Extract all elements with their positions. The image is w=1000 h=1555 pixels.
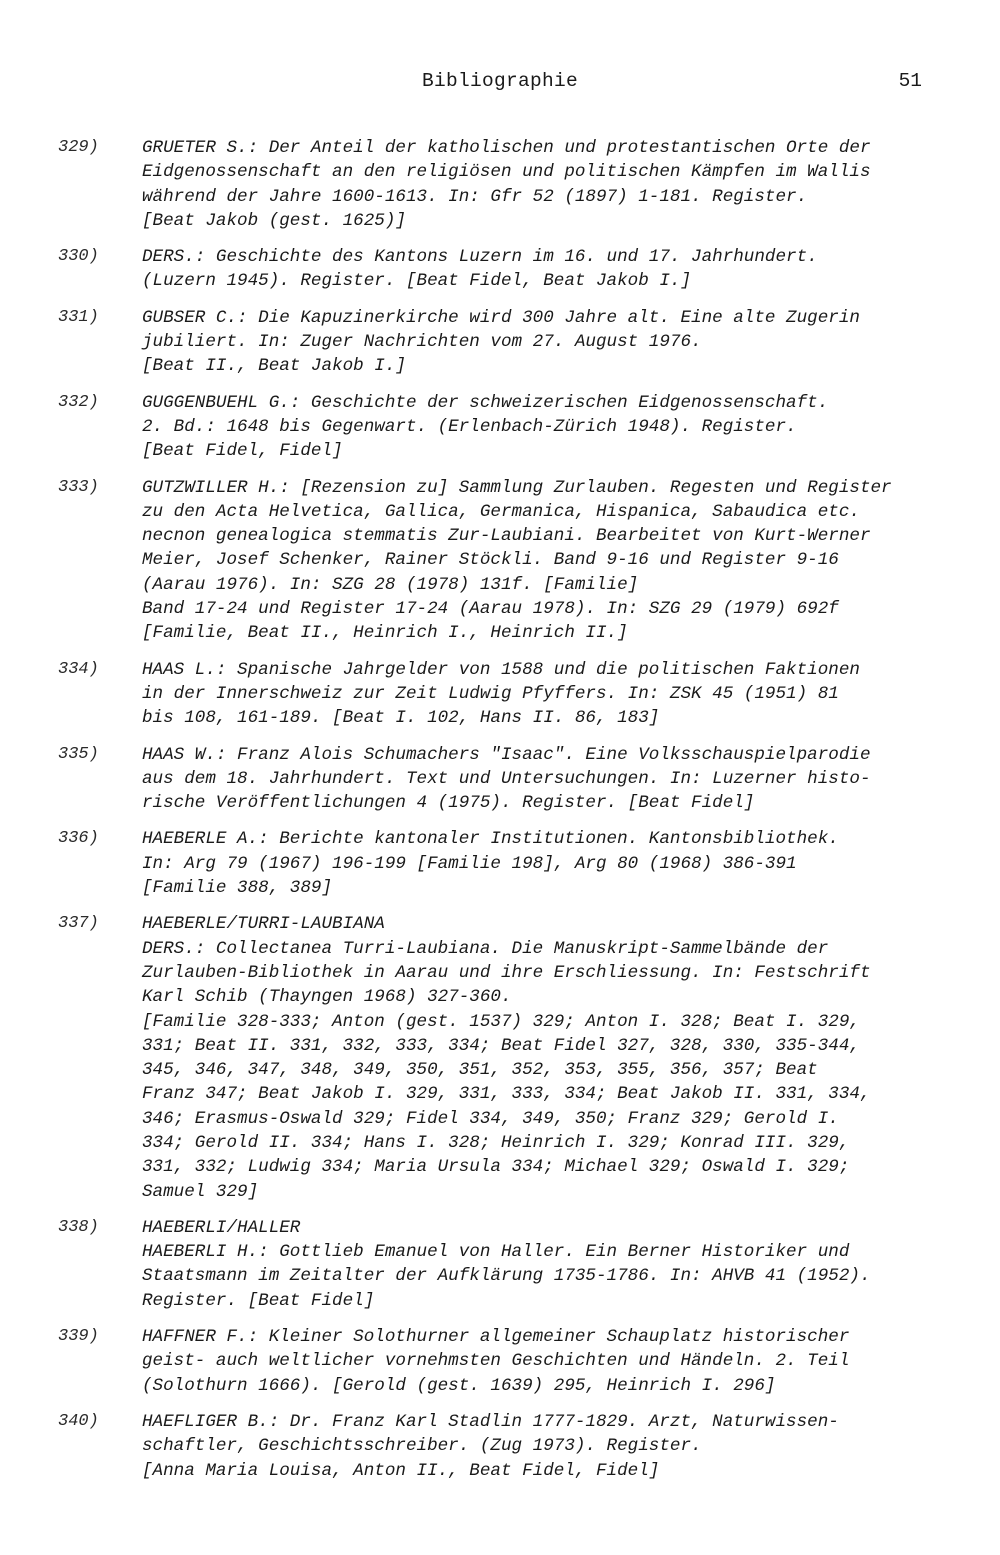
entry-line: während der Jahre 1600-1613. In: Gfr 52 (1897) 1-181. Register. [142, 186, 808, 207]
entry-line: (Luzern 1945). Register. [Beat Fidel, Beat Jakob I.] [142, 271, 692, 292]
entry-line: [Beat Fidel, Fidel] [142, 441, 343, 462]
entry-line: In: Arg 79 (1967) 196-199 [Familie 198], Arg 80 (1968) 386-391 [142, 853, 797, 874]
bibliography-entry [58, 306, 958, 379]
entry-line: GRUETER S.: Der Anteil der katholischen und protestantischen Orte der [142, 138, 871, 158]
entry-number: 334) [58, 659, 99, 679]
entry-line: GUTZWILLER H.: [Rezension zu] Sammlung Zurlauben. Regesten und Register [142, 477, 892, 498]
entry-line: jubiliert. In: Zuger Nachrichten vom 27. August 1976. [142, 332, 702, 353]
entry-line: geist- auch weltlicher vornehmsten Geschichten und Händeln. 2. Teil [142, 1351, 850, 1372]
bibliography-entry [58, 1216, 958, 1313]
bibliography-entry [58, 476, 958, 646]
entry-line: zu den Acta Helvetica, Gallica, Germanica, Hispanica, Sabaudica etc. [142, 501, 860, 522]
entry-line: HAFFNER F.: Kleiner Solothurner allgemeiner Schauplatz historischer [142, 1327, 850, 1348]
bibliography-entry [58, 245, 958, 294]
entry-line: Karl Schib (Thayngen 1968) 327-360. [142, 987, 512, 1008]
entry-number: 335) [58, 744, 99, 764]
bibliography-entry [58, 658, 958, 731]
entry-line: HAEBERLE A.: Berichte kantonaler Institutionen. Kantonsbibliothek. [142, 829, 839, 850]
entry-line: Franz 347; Beat Jakob I. 329, 331, 333, 334; Beat Jakob II. 331, 334, [142, 1084, 871, 1105]
entry-number: 337) [58, 914, 99, 934]
entry-number: 330) [58, 247, 99, 267]
entry-line: [Familie 388, 389] [142, 878, 333, 899]
entry-line: schaftler, Geschichtsschreiber. (Zug 1973). Register. [142, 1436, 702, 1457]
entry-line: HAEBERLI H.: Gottlieb Emanuel von Haller. Ein Berner Historiker und [142, 1242, 850, 1263]
entry-line: 331; Beat II. 331, 332, 333, 334; Beat Fidel 327, 328, 330, 335-344, [142, 1035, 860, 1056]
entry-number: 329) [58, 138, 99, 157]
bibliography-entry [58, 912, 958, 1204]
entry-line: 331, 332; Ludwig 334; Maria Ursula 334; Michael 329; Oswald I. 329; [142, 1157, 850, 1178]
bibliography-entry [58, 1410, 958, 1483]
entry-line: HAAS L.: Spanische Jahrgelder von 1588 und die politischen Faktionen [142, 659, 860, 680]
entry-number: 336) [58, 829, 99, 849]
bibliography-entry [58, 743, 958, 816]
entry-line: HAEFLIGER B.: Dr. Franz Karl Stadlin 1777-1829. Arzt, Naturwissen- [142, 1411, 839, 1432]
entry-line: [Familie 328-333; Anton (gest. 1537) 329; Anton I. 328; Beat I. 329, [142, 1011, 860, 1032]
entry-line: 346; Erasmus-Oswald 329; Fidel 334, 349, 350; Franz 329; Gerold I. [142, 1108, 839, 1129]
page-number: 51 [898, 70, 922, 92]
entry-line: in der Innerschweiz zur Zeit Ludwig Pfyffers. In: ZSK 45 (1951) 81 [142, 683, 839, 704]
entry-line: Eidgenossenschaft an den religiösen und politischen Kämpfen im Wallis [142, 162, 871, 183]
bibliography-entries [58, 136, 958, 1495]
bibliography-entry [58, 391, 958, 464]
entry-text [142, 1216, 958, 1313]
entry-line: DERS.: Collectanea Turri-Laubiana. Die Manuskript-Sammelbände der [142, 938, 829, 959]
entry-number: 338) [58, 1217, 99, 1237]
entry-text [142, 743, 958, 816]
entry-line: Band 17-24 und Register 17-24 (Aarau 1978). In: SZG 29 (1979) 692f [142, 599, 839, 620]
entry-line: Meier, Josef Schenker, Rainer Stöckli. Band 9-16 und Register 9-16 [142, 550, 839, 571]
entry-line: HAAS W.: Franz Alois Schumachers "Isaac". Eine Volksschauspielparodie [142, 744, 871, 765]
entry-text [142, 1325, 958, 1398]
entry-line: Zurlauben-Bibliothek in Aarau und ihre Erschliessung. In: Festschrift [142, 962, 871, 983]
entry-line: (Aarau 1976). In: SZG 28 (1978) 131f. [Familie] [142, 574, 639, 595]
entry-line: [Beat II., Beat Jakob I.] [142, 356, 406, 377]
entry-line: DERS.: Geschichte des Kantons Luzern im 16. und 17. Jahrhundert. [142, 247, 818, 268]
entry-text [142, 476, 958, 646]
entry-number: 333) [58, 477, 99, 497]
entry-line: aus dem 18. Jahrhundert. Text und Untersuchungen. In: Luzerner histo- [142, 768, 871, 789]
entry-line: 334; Gerold II. 334; Hans I. 328; Heinrich I. 329; Konrad III. 329, [142, 1132, 850, 1153]
entry-number: 339) [58, 1327, 99, 1347]
entry-number: 332) [58, 392, 99, 412]
entry-line: (Solothurn 1666). [Gerold (gest. 1639) 295, Heinrich I. 296] [142, 1375, 776, 1396]
entry-line: rische Veröffentlichungen 4 (1975). Register. [Beat Fidel] [142, 793, 755, 814]
entry-text [142, 1410, 958, 1483]
entry-line: GUBSER C.: Die Kapuzinerkirche wird 300 Jahre alt. Eine alte Zugerin [142, 307, 860, 328]
bibliography-entry [58, 1325, 958, 1398]
entry-line: HAEBERLE/TURRI-LAUBIANA [142, 914, 385, 935]
entry-line: bis 108, 161-189. [Beat I. 102, Hans II. 86, 183] [142, 708, 660, 729]
entry-line: Samuel 329] [142, 1181, 259, 1202]
entry-text [142, 391, 958, 464]
entry-text [142, 658, 958, 731]
entry-line: [Beat Jakob (gest. 1625)] [142, 210, 406, 231]
entry-text [142, 245, 958, 294]
entry-text [142, 912, 958, 1204]
entry-number: 331) [58, 307, 99, 327]
entry-text [142, 136, 958, 233]
entry-line: HAEBERLI/HALLER [142, 1217, 301, 1238]
entry-line: Register. [Beat Fidel] [142, 1290, 375, 1311]
entry-line: GUGGENBUEHL G.: Geschichte der schweizerischen Eidgenossenschaft. [142, 392, 829, 413]
entry-line: Staatsmann im Zeitalter der Aufklärung 1735-1786. In: AHVB 41 (1952). [142, 1266, 871, 1287]
page-title: Bibliographie [421, 70, 579, 92]
entry-number: 340) [58, 1411, 99, 1431]
entry-line: 2. Bd.: 1648 bis Gegenwart. (Erlenbach-Zürich 1948). Register. [142, 416, 797, 437]
entry-text [142, 827, 958, 900]
bibliography-entry [58, 136, 958, 233]
entry-line: [Familie, Beat II., Heinrich I., Heinrich II.] [142, 623, 628, 644]
entry-line: [Anna Maria Louisa, Anton II., Beat Fidel, Fidel] [142, 1460, 660, 1481]
entry-text [142, 306, 958, 379]
entry-line: 345, 346, 347, 348, 349, 350, 351, 352, 353, 355, 356, 357; Beat [142, 1060, 818, 1081]
bibliography-entry [58, 827, 958, 900]
entry-line: necnon genealogica stemmatis Zur-Laubiani. Bearbeitet von Kurt-Werner [142, 526, 871, 547]
